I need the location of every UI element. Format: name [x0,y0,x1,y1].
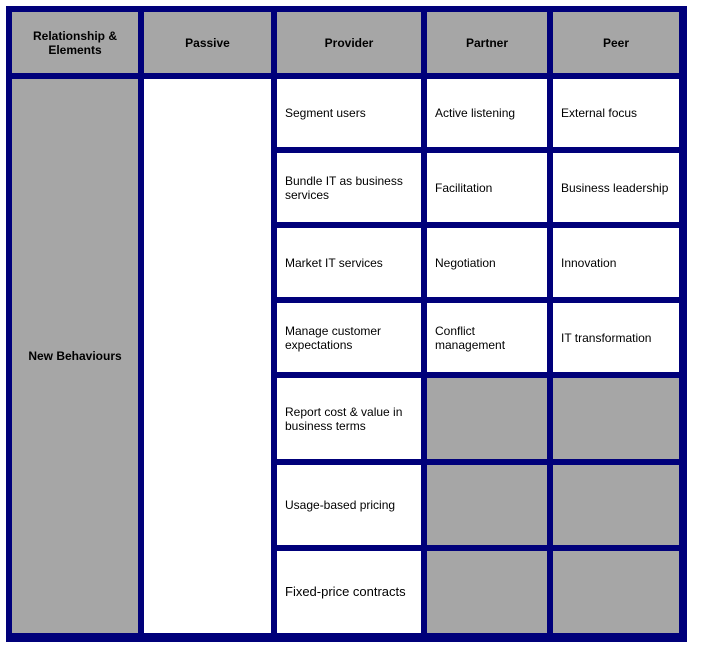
peer-cell: IT transformation [553,303,679,372]
peer-cell: External focus [553,79,679,147]
provider-cell: Fixed-price contracts [277,551,421,633]
provider-cell: Bundle IT as business services [277,153,421,222]
header-passive: Passive [144,12,271,73]
peer-cell: Innovation [553,228,679,297]
provider-cell: Usage-based pricing [277,465,421,545]
peer-cell: Business leadership [553,153,679,222]
peer-empty-cell [553,551,679,633]
provider-cell: Market IT services [277,228,421,297]
header-peer: Peer [553,12,679,73]
peer-empty-cell [553,378,679,459]
provider-cell: Segment users [277,79,421,147]
header-provider: Provider [277,12,421,73]
partner-empty-cell [427,551,547,633]
partner-empty-cell [427,465,547,545]
provider-cell: Manage customer expectations [277,303,421,372]
partner-empty-cell [427,378,547,459]
partner-cell: Active listening [427,79,547,147]
header-relationship: Relationship & Elements [12,12,138,73]
peer-empty-cell [553,465,679,545]
partner-cell: Facilitation [427,153,547,222]
behaviours-table [6,6,687,642]
partner-cell: Conflict management [427,303,547,372]
provider-cell: Report cost & value in business terms [277,378,421,459]
passive-column-cell [144,79,271,633]
header-partner: Partner [427,12,547,73]
partner-cell: Negotiation [427,228,547,297]
row-label-new-behaviours: New Behaviours [12,79,138,633]
